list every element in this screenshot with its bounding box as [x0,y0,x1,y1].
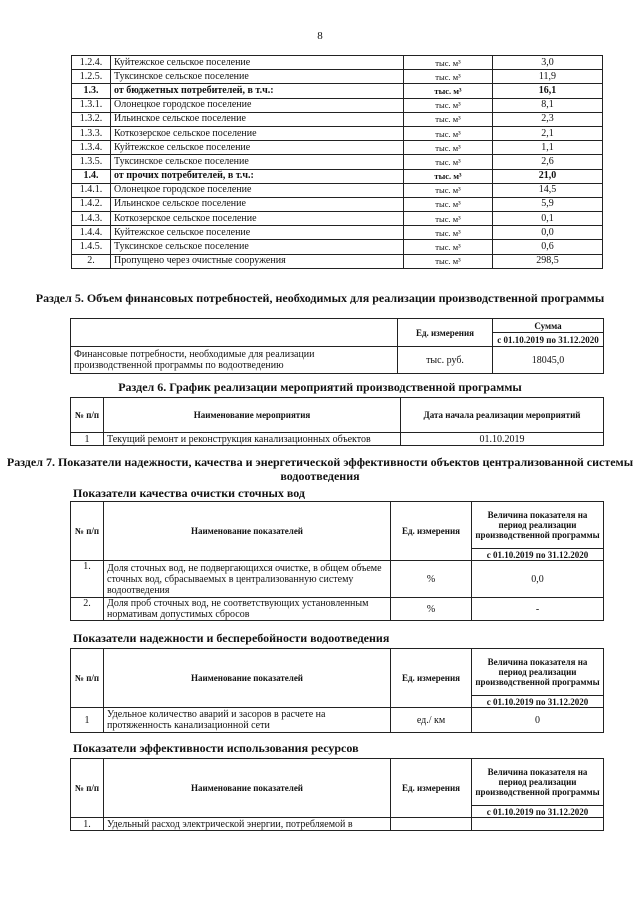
section6-row-date: 01.10.2019 [401,433,604,446]
reliability-header-period: с 01.10.2019 по 31.12.2020 [472,696,604,708]
efficiency-table [70,758,604,831]
quality-row1-value: 0,0 [472,561,604,598]
quality-header-value: Величина показателя на период реализации производственной программы [472,502,604,549]
consumers-row-value: 2,1 [493,126,603,140]
consumers-row-name: Туксинское сельское поселение [111,155,404,169]
consumers-row-name: Ильинское сельское поселение [111,112,404,126]
consumers-row-unit: тыс. м³ [404,197,493,211]
consumers-row-value: 11,9 [493,70,603,84]
consumers-row-name: Куйтежское сельское поселение [111,226,404,240]
efficiency-row-name: Удельный расход электрической энергии, потребляемой в [104,818,391,831]
consumers-row [72,126,603,140]
consumers-row-num: 1.2.5. [72,70,111,84]
consumers-row-name: Пропущено через очистные сооружения [111,254,404,268]
efficiency-header-value: Величина показателя на период реализации производственной программы [472,759,604,806]
consumers-row [72,226,603,240]
consumers-row-num: 1.4.5. [72,240,111,254]
consumers-row-num: 1.3.2. [72,112,111,126]
section5-row-value: 18045,0 [493,347,604,374]
consumers-row [72,254,603,268]
reliability-header-name: Наименование показателей [104,649,391,708]
consumers-row-unit: тыс. м³ [404,56,493,70]
consumers-row-unit: тыс. м³ [404,155,493,169]
consumers-row-unit: тыс. м³ [404,240,493,254]
consumers-row-unit: тыс. м³ [404,226,493,240]
reliability-table [70,648,604,733]
consumers-row-value: 298,5 [493,254,603,268]
consumers-row-name: от бюджетных потребителей, в т.ч.: [111,84,404,98]
consumers-row-value: 14,5 [493,183,603,197]
quality-row1-name: Доля сточных вод, не подвергающихся очистке, в общем объеме сточных вод, сбрасываемых в централизованную систему водоотведения [104,561,391,598]
consumers-row [72,70,603,84]
consumers-row [72,112,603,126]
consumers-row-value: 0,1 [493,212,603,226]
consumers-row-unit: тыс. м³ [404,112,493,126]
efficiency-row-value [472,818,604,831]
section5-row-name: Финансовые потребности, необходимые для реализации производственной программы по водоотведению [71,347,398,374]
page-number: 8 [317,30,323,42]
quality-row2-name: Доля проб сточных вод, не соответствующих установленным нормативам допустимых сбросов [104,598,391,621]
section6-title: Раздел 6. График реализации мероприятий производственной программы [118,380,522,394]
quality-header-unit: Ед. измерения [391,502,472,561]
consumers-row-unit: тыс. м³ [404,212,493,226]
consumers-row-num: 1.3. [72,84,111,98]
section6-header-date: Дата начала реализации мероприятий [401,398,604,433]
reliability-subtitle: Показатели надежности и бесперебойности водоотведения [73,631,390,645]
consumers-row-num: 1.2.4. [72,56,111,70]
consumers-row-unit: тыс. м³ [404,98,493,112]
consumers-row-value: 8,1 [493,98,603,112]
efficiency-row-num: 1. [71,818,104,831]
section5-row-unit: тыс. руб. [398,347,493,374]
consumers-row-value: 0,0 [493,226,603,240]
consumers-row [72,212,603,226]
consumers-row-value: 1,1 [493,141,603,155]
reliability-row-unit: ед./ км [391,708,472,733]
consumers-row-name: Туксинское сельское поселение [111,70,404,84]
consumers-row-unit: тыс. м³ [404,183,493,197]
consumers-row-num: 1.4.3. [72,212,111,226]
efficiency-row-unit [391,818,472,831]
consumers-row-name: Куйтежское сельское поселение [111,141,404,155]
consumers-row-value: 2,3 [493,112,603,126]
quality-subtitle: Показатели качества очистки сточных вод [73,486,305,500]
quality-table [70,501,604,621]
section6-header-name: Наименование мероприятия [104,398,401,433]
consumers-row-num: 1.4.1. [72,183,111,197]
section5-header-sum: Сумма [493,319,604,333]
consumers-row-value: 0,6 [493,240,603,254]
consumers-row-num: 1.3.4. [72,141,111,155]
section6-header-num: № п/п [71,398,104,433]
section6-table [70,397,604,446]
consumers-row-num: 1.3.1. [72,98,111,112]
consumers-row-name: от прочих потребителей, в т.ч.: [111,169,404,183]
reliability-row-name: Удельное количество аварий и засоров в расчете на протяженность канализационной сети [104,708,391,733]
section5-header-blank [71,319,398,347]
section5-header-unit: Ед. измерения [398,319,493,347]
consumers-row-num: 1.3.3. [72,126,111,140]
consumers-row-value: 5,9 [493,197,603,211]
reliability-row-num: 1 [71,708,104,733]
consumers-row [72,240,603,254]
consumers-row [72,155,603,169]
section5-header-period: с 01.10.2019 по 31.12.2020 [493,333,604,347]
consumers-row-unit: тыс. м³ [404,126,493,140]
quality-header-num: № п/п [71,502,104,561]
reliability-row-value: 0 [472,708,604,733]
consumers-row-name: Коткозерское сельское поселение [111,212,404,226]
consumers-table [71,55,603,269]
efficiency-subtitle: Показатели эффективности использования ресурсов [73,741,359,755]
consumers-row-unit: тыс. м³ [404,70,493,84]
consumers-row-name: Олонецкое городское поселение [111,98,404,112]
consumers-row-value: 16,1 [493,84,603,98]
quality-row2-num: 2. [71,598,104,621]
consumers-row-name: Ильинское сельское поселение [111,197,404,211]
consumers-row [72,98,603,112]
quality-row1-num: 1. [71,561,104,598]
consumers-row [72,197,603,211]
consumers-row [72,84,603,98]
consumers-row-num: 1.3.5. [72,155,111,169]
quality-header-period: с 01.10.2019 по 31.12.2020 [472,549,604,561]
consumers-row-num: 1.4. [72,169,111,183]
quality-header-name: Наименование показателей [104,502,391,561]
consumers-row-unit: тыс. м³ [404,169,493,183]
consumers-row-unit: тыс. м³ [404,84,493,98]
consumers-row-value: 21,0 [493,169,603,183]
consumers-row [72,56,603,70]
consumers-row-num: 1.4.2. [72,197,111,211]
section7-title: Раздел 7. Показатели надежности, качества и энергетической эффективности объектов централизованной системы водоотведения [6,455,634,483]
reliability-header-value: Величина показателя на период реализации производственной программы [472,649,604,696]
section6-row-num: 1 [71,433,104,446]
consumers-row [72,183,603,197]
consumers-row [72,169,603,183]
efficiency-header-name: Наименование показателей [104,759,391,818]
consumers-row-num: 1.4.4. [72,226,111,240]
consumers-row [72,141,603,155]
consumers-row-num: 2. [72,254,111,268]
consumers-row-unit: тыс. м³ [404,141,493,155]
quality-row2-value: - [472,598,604,621]
consumers-row-unit: тыс. м³ [404,254,493,268]
section5-title: Раздел 5. Объем финансовых потребностей, необходимых для реализации производственной программы [35,291,605,305]
efficiency-header-num: № п/п [71,759,104,818]
section6-row-name: Текущий ремонт и реконструкция канализационных объектов [104,433,401,446]
quality-row2-unit: % [391,598,472,621]
consumers-row-name: Коткозерское сельское поселение [111,126,404,140]
consumers-row-name: Куйтежское сельское поселение [111,56,404,70]
reliability-header-num: № п/п [71,649,104,708]
consumers-row-name: Олонецкое городское поселение [111,183,404,197]
consumers-row-value: 3,0 [493,56,603,70]
section5-table [70,318,604,374]
consumers-row-name: Туксинское сельское поселение [111,240,404,254]
quality-row1-unit: % [391,561,472,598]
reliability-header-unit: Ед. измерения [391,649,472,708]
consumers-row-value: 2,6 [493,155,603,169]
efficiency-header-unit: Ед. измерения [391,759,472,818]
efficiency-header-period: с 01.10.2019 по 31.12.2020 [472,806,604,818]
